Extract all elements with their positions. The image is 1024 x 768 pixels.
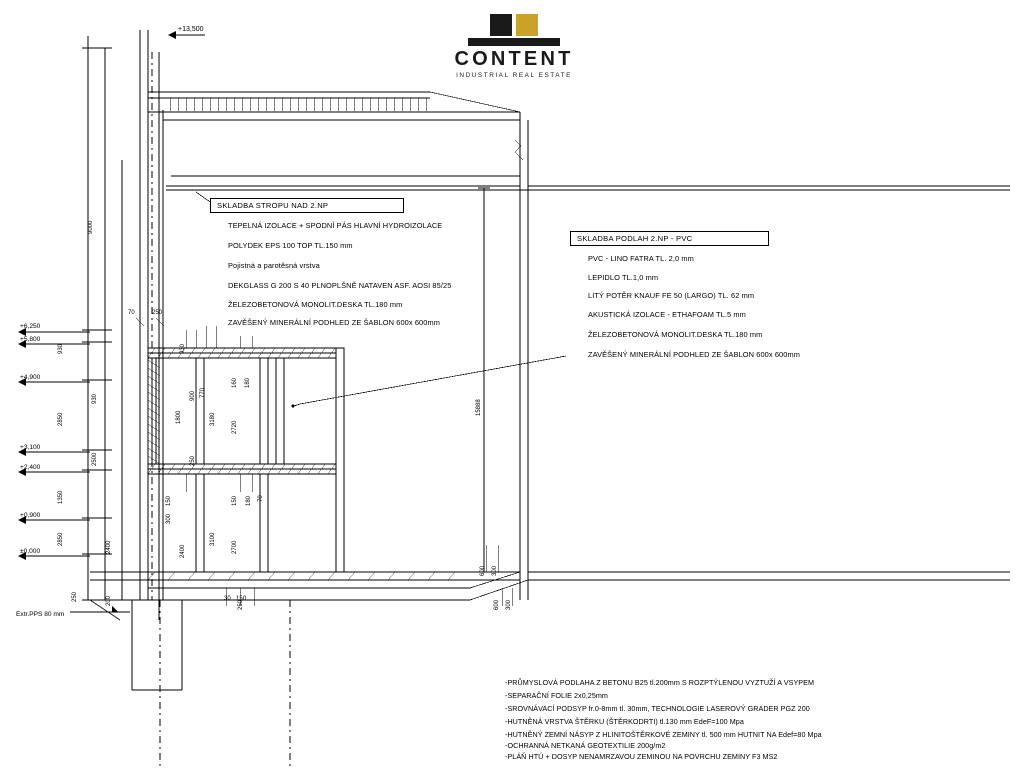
callout-floor-line-1: PVC - LINO FATRA TL. 2,0 mm <box>588 254 694 263</box>
dim-inner-70-b: 70 <box>258 495 264 502</box>
dim-inner-70: 70 <box>128 310 135 316</box>
dim-inner-300-c: 300 <box>506 599 512 610</box>
dim-left-2400-a: 2400 <box>106 540 112 554</box>
dim-inner-900: 900 <box>190 390 196 401</box>
dim-inner-30: 30 <box>224 596 231 602</box>
dim-inner-300-b: 300 <box>492 565 498 576</box>
dim-inner-150-c: 150 <box>236 596 247 602</box>
dim-inner-250-c: 250 <box>72 591 78 602</box>
dim-inner-250: 250 <box>152 310 163 316</box>
note-extr-pps: Extr.PPS 80 mm <box>16 611 65 618</box>
callout-floor-line-6: ZAVĚŠENÝ MINERÁLNÍ PODHLED ZE ŠABLON 600x 600mm <box>588 350 800 359</box>
logo-subtitle: INDUSTRIAL REAL ESTATE <box>456 72 572 79</box>
callout-ceiling-line-5: ŽELEZOBETONOVÁ MONOLIT.DESKA TL.180 mm <box>228 300 403 309</box>
dim-inner-930: 930 <box>180 343 186 354</box>
dim-inner-150: 150 <box>166 495 172 506</box>
callout-floor-line-5: ŽELEZOBETONOVÁ MONOLIT.DESKA TL.180 mm <box>588 330 763 339</box>
dim-inner-2720: 2720 <box>232 420 238 434</box>
callout-ceiling-line-3: Pojistná a parotěsná vrstva <box>228 261 320 270</box>
callout-title-ceiling: SKLADBA STROPU NAD 2.NP <box>210 198 404 213</box>
dim-inner-150-b: 150 <box>232 495 238 506</box>
dim-left-2850-b: 2850 <box>58 532 64 546</box>
dim-left-1350: 1350 <box>58 490 64 504</box>
callout-floor-line-4: AKUSTICKÁ IZOLACE - ETHAFOAM TL.5 mm <box>588 310 746 319</box>
level-marker-1: +6,250 <box>20 323 41 330</box>
callout-floor-line-3: LITÝ POTĚR KNAUF FE 50 (LARGO) TL. 62 mm <box>588 291 755 300</box>
dim-inner-3180: 3180 <box>210 412 216 426</box>
dim-left-2850-a: 2850 <box>58 412 64 426</box>
top-level-marker: +13,500 <box>178 26 204 33</box>
dim-inner-180: 180 <box>245 377 251 388</box>
level-marker-7: ±0,000 <box>20 548 41 555</box>
callout-ceiling-line-6: ZAVĚŠENÝ MINERÁLNÍ PODHLED ZE ŠABLON 600x 600mm <box>228 318 440 327</box>
dim-inner-1800: 1800 <box>176 410 182 424</box>
dim-inner-300: 300 <box>166 513 172 524</box>
callout-ceiling-line-4: DEKGLASS G 200 S 40 PLNOPLŠNĚ NATAVEN ASF. AOSI 85/25 <box>228 281 452 290</box>
dim-inner-600: 600 <box>480 565 486 576</box>
level-marker-2: +5,800 <box>20 336 41 343</box>
dim-inner-2700: 2700 <box>232 540 238 554</box>
dim-inner-770: 770 <box>200 387 206 398</box>
bottom-note-1: -PRŮMYSLOVÁ PODLAHA Z BETONU B25 tl.200mm S ROZPTÝLENOU VYZTUŽÍ A VSYPEM <box>505 678 815 687</box>
bottom-note-6: -OCHRANNÁ NETKANÁ GEOTEXTILIE 200g/m2 <box>505 741 666 750</box>
dim-left-2500: 2500 <box>92 452 98 466</box>
dim-inner-2400: 2400 <box>180 544 186 558</box>
level-marker-3: +4,900 <box>20 374 41 381</box>
bottom-note-2: -SEPARAČNÍ FOLIE 2x0,25mm <box>505 691 608 700</box>
dim-left-9000: 9000 <box>88 220 94 234</box>
bottom-note-5: -HUTNĚNÝ ZEMNÍ NÁSYP Z HLINITOŠTĚRKOVÉ ZEMINY tl. 500 mm HUTNIT NA Edef=80 Mpa <box>505 730 822 739</box>
dim-inner-600-b: 600 <box>494 599 500 610</box>
dim-inner-250-b: 250 <box>190 455 196 466</box>
bottom-note-3: -SROVNÁVACÍ PODSYP fr.0-8mm tl. 30mm, TECHNOLOGIE LASEROVÝ GRADER PGZ 200 <box>505 704 810 713</box>
dim-inner-3100: 3100 <box>210 532 216 546</box>
dim-inner-200: 200 <box>106 595 112 606</box>
level-marker-6: +0,900 <box>20 512 41 519</box>
bottom-note-4: -HUTNĚNÁ VRSTVA ŠTĚRKU (ŠTĚRKODRTI) tl.130 mm EdeF=100 Mpa <box>505 717 744 726</box>
callout-ceiling-line-1: TEPELNÁ IZOLACE + SPODNÍ PÁS HLAVNÍ HYDROIZOLACE <box>228 221 443 230</box>
callout-floor-line-2: LEPIDLO TL.1,0 mm <box>588 273 659 282</box>
dim-left-930-b: 930 <box>92 393 98 404</box>
bottom-note-7: -PLÁŇ HTÚ + DOSYP NENAMRZAVOU ZEMINOU NA POVRCHU ZEMINY F3 MS2 <box>505 752 778 761</box>
dim-inner-250-d: 250 <box>238 599 244 610</box>
dim-inner-160: 160 <box>232 377 238 388</box>
level-marker-5: +2,400 <box>20 464 41 471</box>
dim-right-15888: 15888 <box>476 399 482 416</box>
level-marker-4: +3,100 <box>20 444 41 451</box>
dim-left-930-a: 930 <box>58 343 64 354</box>
dim-inner-180-b: 180 <box>246 495 252 506</box>
callout-ceiling-line-2: POLYDEK EPS 100 TOP TL.150 mm <box>228 241 353 250</box>
logo-wordmark: CONTENT <box>454 48 574 70</box>
callout-title-floor: SKLADBA PODLAH 2.NP - PVC <box>570 231 769 246</box>
